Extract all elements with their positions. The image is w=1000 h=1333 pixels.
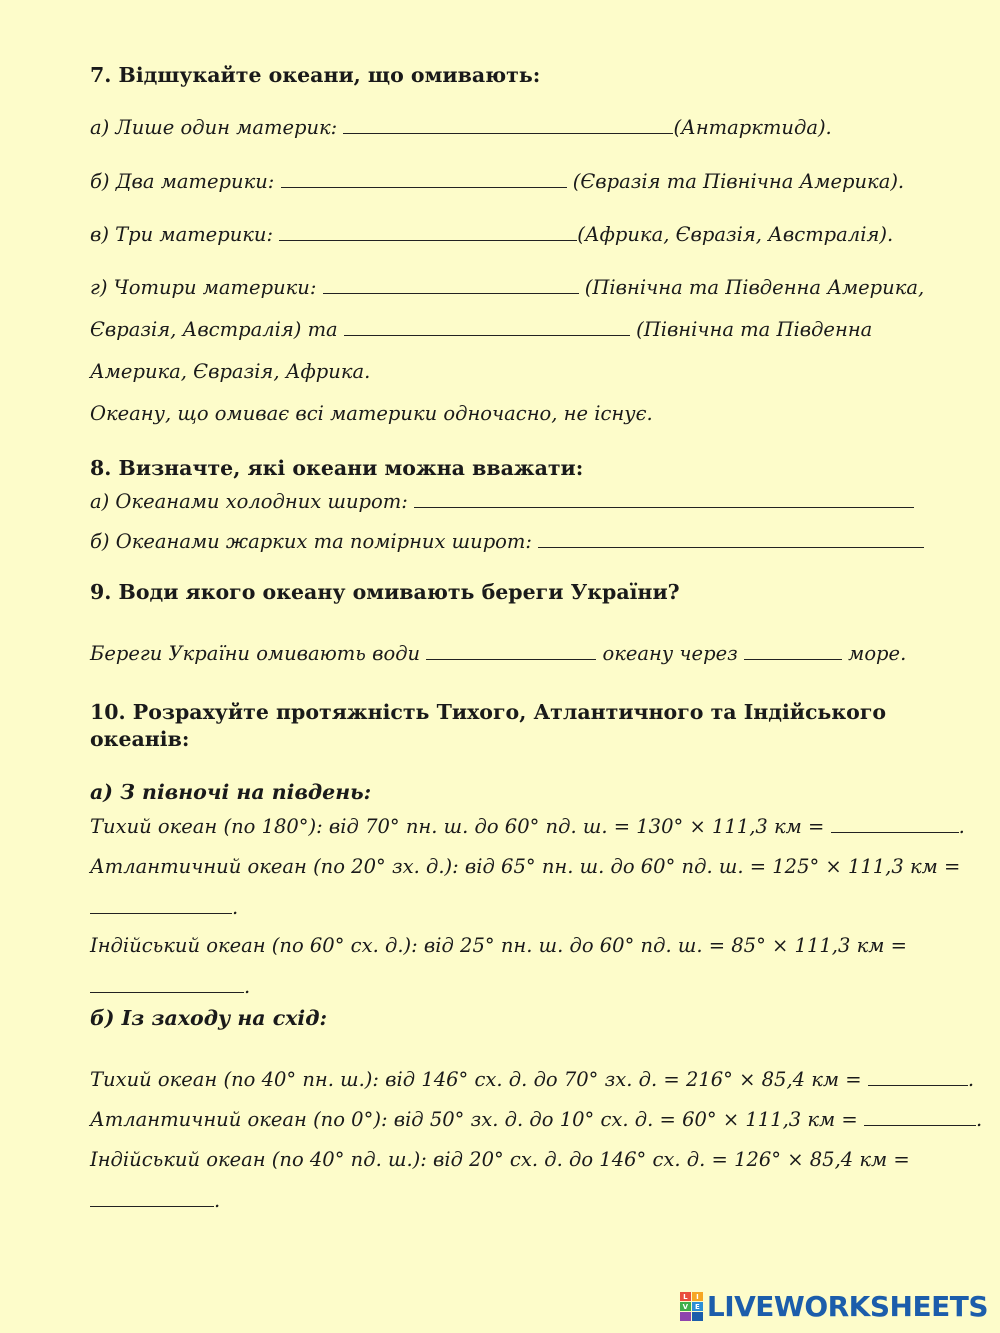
q7-a-answer-blank[interactable]	[343, 115, 673, 134]
q8-a-line	[90, 489, 914, 515]
q7-g2-line	[90, 317, 872, 343]
q10-b3-answer-line	[90, 1188, 220, 1214]
q9-prefix: Береги України омивають води	[90, 642, 427, 665]
q10-b1-line	[90, 1067, 974, 1093]
logo-tiles-icon	[680, 1292, 703, 1321]
q9-ocean-blank[interactable]	[426, 641, 596, 660]
q7-title: 7. Відшукайте океани, що омивають:	[90, 63, 541, 87]
logo-tile: L	[680, 1292, 691, 1301]
q10-b1-answer-blank[interactable]	[868, 1067, 968, 1086]
q10-title-line-1: 10. Розрахуйте протяжність Тихого, Атлантичного та Індійського	[90, 700, 887, 724]
q10-b2-answer-blank[interactable]	[864, 1107, 976, 1126]
q7-v-suffix: (Африка, Євразія, Австралія).	[577, 223, 894, 246]
q7-b-answer-blank[interactable]	[281, 169, 567, 188]
q10-b1-prefix: Тихий океан (по 40° пн. ш.): від 146° сх. д. до 70° зх. д. = 216° × 85,4 км =	[90, 1068, 868, 1091]
q7-g2-suffix: (Північна та Південна	[629, 318, 873, 341]
q8-b-line	[90, 529, 924, 555]
q8-b-prefix: б) Океанами жарких та помірних широт:	[90, 530, 539, 553]
q7-g-line	[90, 275, 924, 301]
q9-sea-blank[interactable]	[744, 641, 842, 660]
q10-b3-line: Індійський океан (по 40° пд. ш.): від 20° сх. д. до 146° сх. д. = 126° × 85,4 км =	[90, 1148, 910, 1171]
q9-line	[90, 641, 906, 667]
q7-note: Океану, що омиває всі материки одночасно, не існує.	[90, 402, 653, 425]
logo-tile: V	[680, 1302, 691, 1311]
q10-a3-answer-line	[90, 974, 250, 1000]
q10-a3-suffix: .	[244, 975, 251, 998]
logo-tile	[692, 1312, 703, 1321]
q10-a3-answer-blank[interactable]	[90, 974, 244, 993]
q7-g-answer-blank-1[interactable]	[323, 275, 579, 294]
q10-b2-prefix: Атлантичний океан (по 0°): від 50° зх. д. до 10° сх. д. = 60° × 111,3 км =	[90, 1108, 864, 1131]
q9-suffix: море.	[841, 642, 907, 665]
q7-g-answer-blank-2[interactable]	[344, 317, 630, 336]
q10-b2-suffix: .	[975, 1108, 983, 1131]
q10-a1-answer-blank[interactable]	[831, 814, 959, 833]
q10-a2-answer-line	[90, 895, 238, 921]
q7-v-answer-blank[interactable]	[279, 222, 577, 241]
q8-b-answer-blank[interactable]	[538, 529, 924, 548]
q10-b3-answer-blank[interactable]	[90, 1188, 214, 1207]
q7-b-suffix: (Євразія та Північна Америка).	[566, 170, 905, 193]
logo-tile: I	[692, 1292, 703, 1301]
logo-text: LIVEWORKSHEETS	[706, 1290, 988, 1323]
q7-a-prefix: а) Лише один материк:	[90, 116, 344, 139]
q10-sub-a: а) З півночі на південь:	[90, 780, 372, 804]
q7-g3-line: Америка, Євразія, Африка.	[90, 360, 371, 383]
q10-title-line-2: океанів:	[90, 727, 190, 751]
q7-a-line	[90, 115, 832, 141]
q10-a1-line	[90, 814, 965, 840]
q10-a2-line: Атлантичний океан (по 20° зх. д.): від 65° пн. ш. до 60° пд. ш. = 125° × 111,3 км =	[90, 855, 961, 878]
q10-a2-answer-blank[interactable]	[90, 895, 232, 914]
q8-a-prefix: а) Океанами холодних широт:	[90, 490, 414, 513]
logo-tile	[680, 1312, 691, 1321]
q10-a1-suffix: .	[958, 815, 965, 838]
q7-g2-prefix: Євразія, Австралія) та	[90, 318, 344, 341]
q10-a2-suffix: .	[232, 896, 239, 919]
q10-b1-suffix: .	[967, 1068, 975, 1091]
q10-a1-prefix: Тихий океан (по 180°): від 70° пн. ш. до 60° пд. ш. = 130° × 111,3 км =	[90, 815, 831, 838]
q7-b-line	[90, 169, 904, 195]
q7-g-prefix: г) Чотири материки:	[90, 276, 323, 299]
q9-title: 9. Води якого океану омивають береги України?	[90, 580, 680, 604]
q7-v-line	[90, 222, 893, 248]
q7-a-suffix: (Антарктида).	[673, 116, 832, 139]
q10-sub-b: б) Із заходу на схід:	[90, 1006, 328, 1030]
q8-title: 8. Визначте, які океани можна вважати:	[90, 456, 584, 480]
q7-g-suffix: (Північна та Південна Америка,	[578, 276, 925, 299]
q10-a3-line: Індійський океан (по 60° сх. д.): від 25° пн. ш. до 60° пд. ш. = 85° × 111,3 км =	[90, 934, 907, 957]
q9-middle: океану через	[596, 642, 744, 665]
q10-b3-suffix: .	[214, 1189, 221, 1212]
q7-b-prefix: б) Два материки:	[90, 170, 281, 193]
q7-v-prefix: в) Три материки:	[90, 223, 280, 246]
liveworksheets-logo[interactable]	[680, 1290, 988, 1323]
logo-tile: E	[692, 1302, 703, 1311]
q10-b2-line	[90, 1107, 982, 1133]
q8-a-answer-blank[interactable]	[414, 489, 914, 508]
